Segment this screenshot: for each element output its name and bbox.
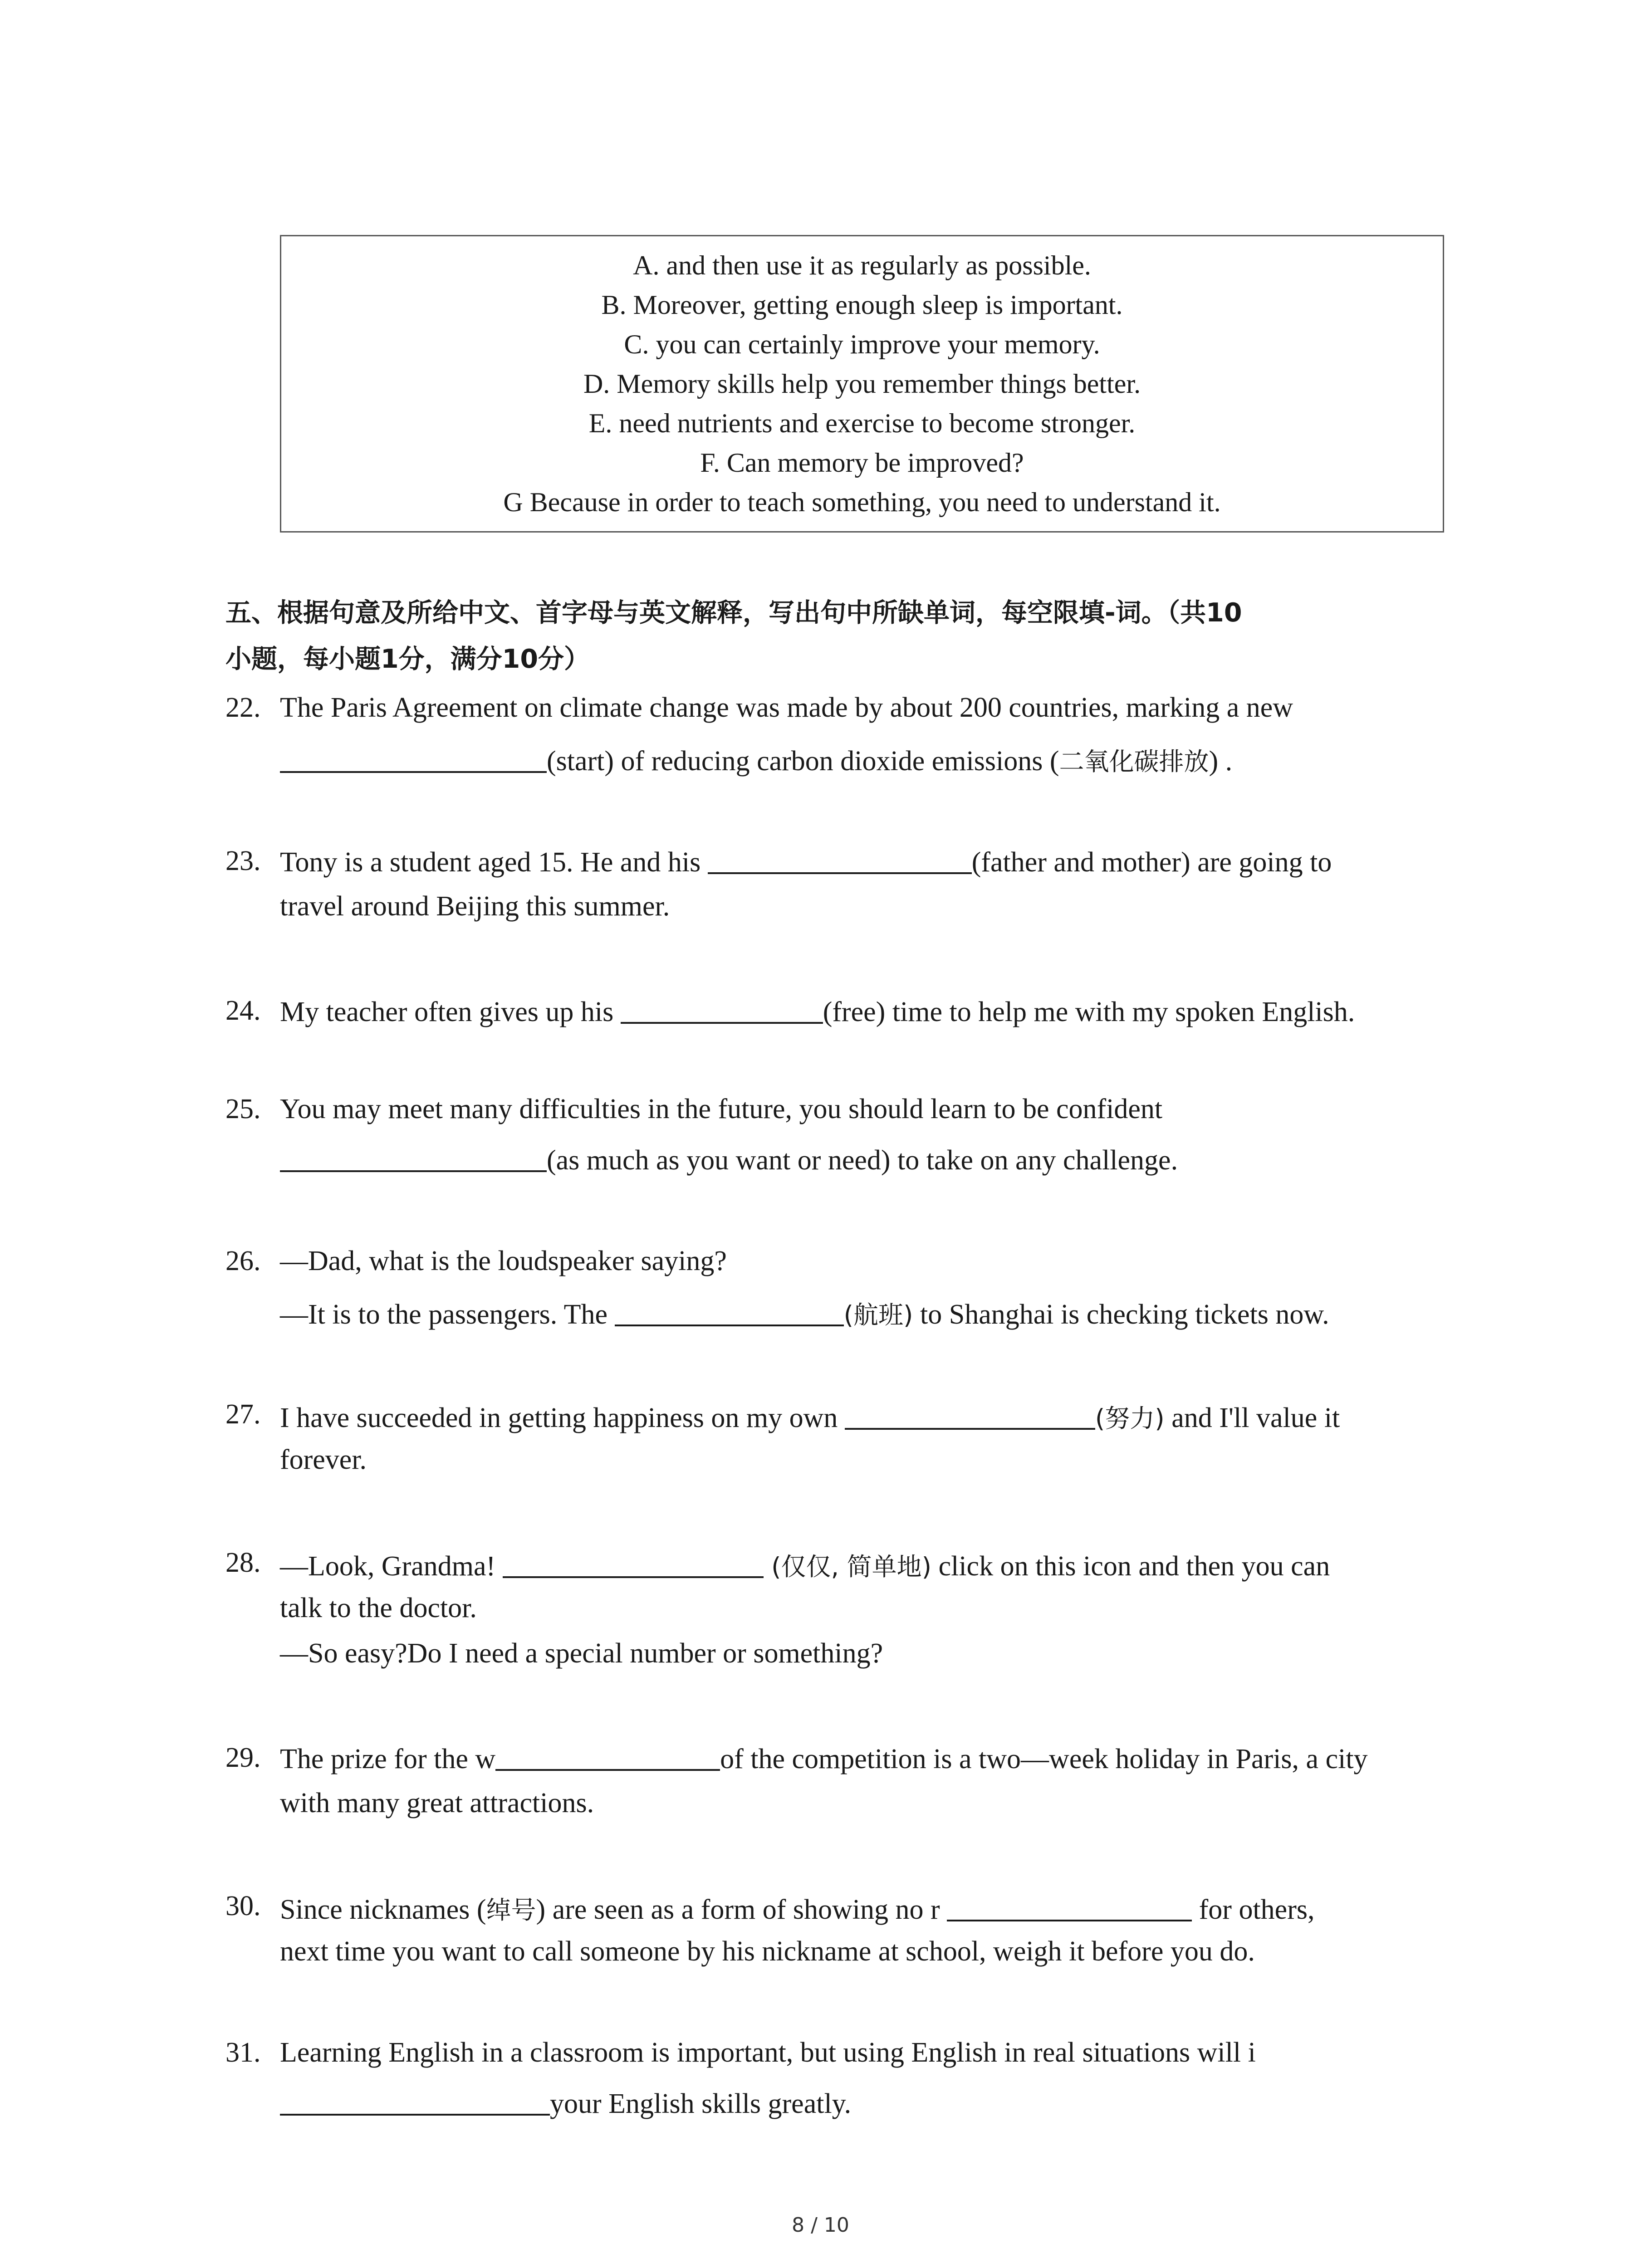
question-text: ) are seen as a form of showing no r — [536, 1894, 947, 1925]
question-text: —Dad, what is the loudspeaker saying? — [280, 1246, 727, 1276]
answer-blank[interactable] — [503, 1549, 764, 1578]
answer-blank[interactable] — [280, 1143, 547, 1172]
question-number: 26. — [225, 1246, 261, 1276]
question-text: My teacher often gives up his — [280, 997, 621, 1027]
question-number: 24. — [225, 995, 261, 1026]
option-e: E. need nutrients and exercise to become stronger. — [588, 408, 1136, 438]
answer-blank[interactable] — [615, 1297, 844, 1326]
question-number: 22. — [225, 692, 261, 723]
question-number: 23. — [225, 846, 261, 876]
question-text: with many great attractions. — [280, 1788, 594, 1818]
question-30 — [225, 1890, 1450, 1981]
question-text — [280, 845, 1332, 879]
question-text: your English skills greatly. — [550, 2088, 852, 2119]
option-f: F. Can memory be improved? — [700, 447, 1024, 478]
section-title-line-2: 小题，每小题1分，满分10分） — [225, 644, 590, 674]
chinese-hint: (努力) — [1095, 1404, 1165, 1433]
question-text: —So easy?Do I need a special number or something? — [280, 1638, 883, 1669]
question-text: —Look, Grandma! — [280, 1551, 503, 1582]
question-text: (as much as you want or need) to take on any challenge. — [547, 1145, 1178, 1176]
chinese-hint: 绰号 — [486, 1896, 536, 1925]
question-text — [280, 1547, 1330, 1583]
question-text — [280, 1890, 1314, 1926]
page-number: 8 / 10 — [792, 2214, 849, 2237]
question-text: The Paris Agreement on climate change was made by about 200 countries, marking a new — [280, 692, 1293, 723]
question-25 — [225, 1093, 1450, 1193]
question-text: I have succeeded in getting happiness on my own — [280, 1403, 845, 1433]
answer-blank[interactable] — [845, 1401, 1095, 1430]
question-number: 29. — [225, 1742, 261, 1773]
question-29 — [225, 1742, 1450, 1833]
question-27 — [225, 1398, 1450, 1489]
section-title — [225, 590, 1450, 682]
question-text — [280, 1742, 1368, 1775]
question-text — [280, 2087, 851, 2120]
options-box — [280, 235, 1444, 533]
question-text: next time you want to call someone by his nickname at school, weigh it before you do. — [280, 1936, 1255, 1967]
question-text: and I'll value it — [1164, 1403, 1340, 1433]
question-number: 30. — [225, 1891, 261, 1921]
answer-blank[interactable] — [947, 1892, 1192, 1921]
question-text: The prize for the w — [280, 1744, 496, 1774]
chinese-hint: (航班) — [843, 1300, 913, 1330]
question-text — [280, 1143, 1178, 1177]
section-title-line-1: 五、根据句意及所给中文、首字母与英文解释，写出句中所缺单词，每空限填-词。（共10 — [225, 598, 1242, 628]
answer-blank[interactable] — [621, 995, 823, 1024]
chinese-hint: 二氧化碳排放 — [1059, 747, 1209, 776]
question-text: to Shanghai is checking tickets now. — [913, 1299, 1329, 1330]
answer-blank[interactable] — [280, 2087, 550, 2116]
option-b: B. Moreover, getting enough sleep is important. — [601, 289, 1123, 320]
option-c: C. you can certainly improve your memory. — [624, 329, 1100, 359]
question-text: talk to the doctor. — [280, 1593, 477, 1623]
option-g: G Because in order to teach something, you need to understand it. — [503, 487, 1221, 517]
question-28 — [225, 1547, 1450, 1683]
question-text: Since nicknames ( — [280, 1894, 486, 1925]
chinese-hint: (仅仅, 简单地) — [763, 1552, 932, 1581]
question-text: (free) time to help me with my spoken English. — [823, 997, 1355, 1027]
question-text: of the competition is a two—week holiday in Paris, a city — [720, 1744, 1368, 1774]
question-text: travel around Beijing this summer. — [280, 891, 670, 922]
question-22 — [225, 692, 1450, 792]
question-number: 31. — [225, 2037, 261, 2068]
question-number: 25. — [225, 1094, 261, 1124]
question-text — [280, 742, 1232, 777]
question-text: click on this icon and then you can — [931, 1551, 1330, 1582]
question-text: You may meet many difficulties in the future, you should learn to be confident — [280, 1094, 1163, 1124]
question-text: —It is to the passengers. The — [280, 1299, 615, 1330]
question-23 — [225, 845, 1450, 936]
option-a: A. and then use it as regularly as possible. — [633, 250, 1091, 280]
question-24 — [225, 995, 1450, 1040]
question-text: Tony is a student aged 15. He and his — [280, 847, 708, 878]
question-text: (start) of reducing carbon dioxide emissions ( — [547, 746, 1059, 777]
option-d: D. Memory skills help you remember things better. — [583, 368, 1141, 399]
answer-blank[interactable] — [708, 845, 972, 874]
question-text: forever. — [280, 1444, 367, 1475]
question-number: 28. — [225, 1547, 261, 1578]
question-text: ) . — [1209, 746, 1233, 777]
question-number: 27. — [225, 1399, 261, 1430]
question-text — [280, 995, 1355, 1028]
answer-blank[interactable] — [280, 744, 547, 773]
answer-blank[interactable] — [495, 1742, 720, 1771]
question-text: for others, — [1192, 1894, 1315, 1925]
question-text — [280, 1398, 1340, 1434]
question-26 — [225, 1245, 1450, 1345]
question-text: (father and mother) are going to — [971, 847, 1332, 878]
question-text — [280, 1295, 1329, 1331]
question-text: Learning English in a classroom is important, but using English in real situations will i — [280, 2037, 1256, 2068]
question-31 — [225, 2037, 1450, 2136]
